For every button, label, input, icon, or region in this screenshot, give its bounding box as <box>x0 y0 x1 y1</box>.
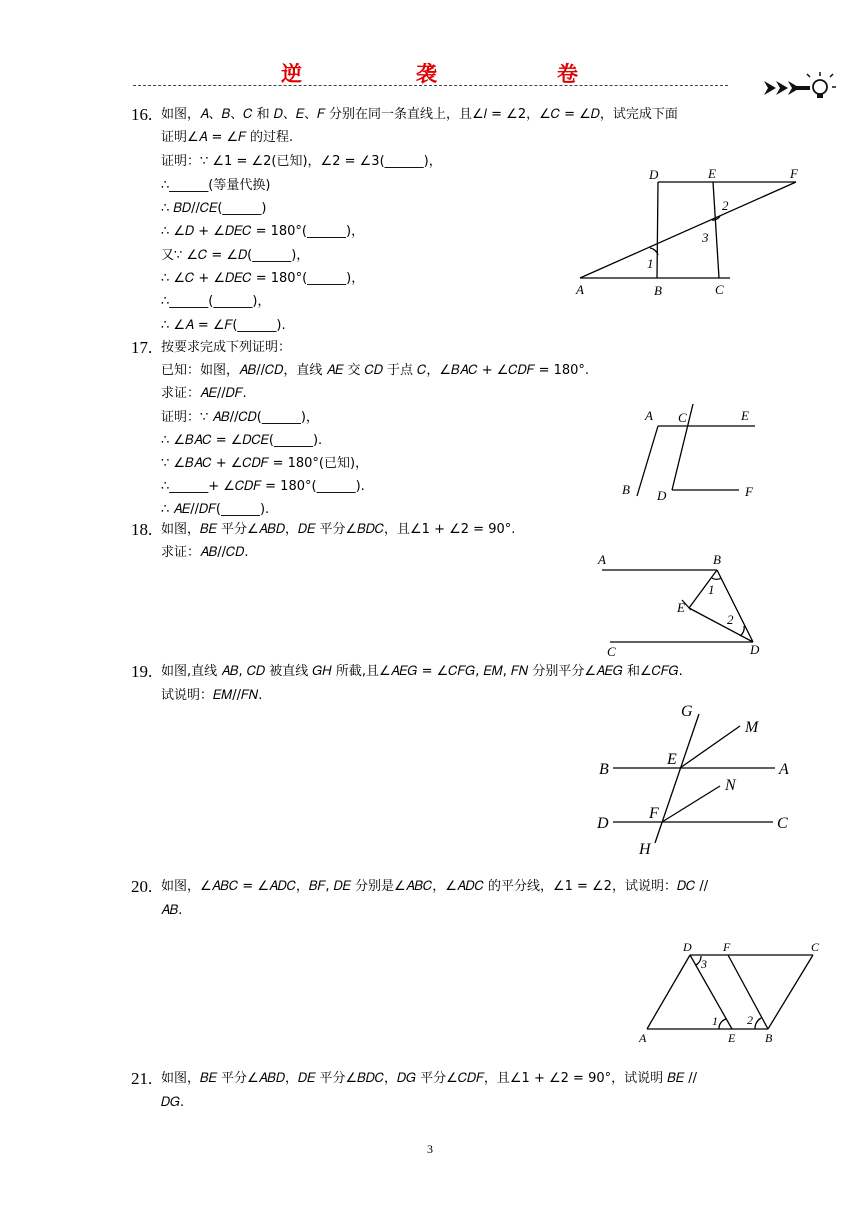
problem-17-line: ∴ 𝐴𝐸//𝐷𝐹(______). <box>161 502 270 517</box>
fig16-label: 2 <box>722 198 729 213</box>
problem-16-line: ∴______(等量代换) <box>161 178 271 193</box>
fig20-label: D <box>683 940 692 954</box>
problem-16-line: 如图，𝐴、𝐵、𝐶 和 𝐷、𝐸、𝐹 分别在同一条直线上，且∠𝑙 = ∠2，∠𝐶 = ∠𝐷，试完成下面 <box>161 107 678 122</box>
problem-21-line: 𝐷𝐺. <box>161 1095 185 1110</box>
problem-16-line: ∴______(______)， <box>161 294 271 309</box>
problem-18-figure <box>590 548 770 660</box>
problem-17-figure <box>615 400 775 510</box>
problem-20-line: 如图，∠𝐴𝐵𝐶 = ∠𝐴𝐷𝐶，𝐵𝐹, 𝐷𝐸 分别是∠𝐴𝐵𝐶，∠𝐴𝐷𝐶 的平分线，∠1 = ∠2，试说明：𝐷𝐶 // <box>161 879 709 894</box>
fig16-label: C <box>715 282 724 297</box>
fig16-label: B <box>654 283 662 298</box>
problem-16-line: ∴ ∠𝐴 = ∠𝐹(______). <box>161 318 286 333</box>
problem-17-line: ∴ ∠𝐵𝐴𝐶 = ∠𝐷𝐶𝐸(______). <box>161 433 323 448</box>
problem-17-line: ∵ ∠𝐵𝐴𝐶 + ∠𝐶𝐷𝐹 = 180°(已知)， <box>161 456 369 471</box>
fig16-label: 3 <box>702 230 709 245</box>
fig17-label: F <box>745 484 753 499</box>
header-arrows-bulb-icon <box>762 70 838 104</box>
fig16-label: F <box>790 166 798 181</box>
fig20-label: E <box>728 1031 736 1045</box>
fig19-label: H <box>639 841 651 858</box>
fig20-label: F <box>723 940 731 954</box>
fig19-label: F <box>649 805 659 822</box>
fig19-label: E <box>667 751 677 768</box>
problem-17-line: 证明：∵ 𝐴𝐵//𝐶𝐷(______)， <box>161 410 319 425</box>
problem-16-line: ∴ ∠𝐷 + ∠𝐷𝐸𝐶 = 180°(______)， <box>161 224 365 239</box>
fig18-label: E <box>677 600 685 615</box>
problem-17-number: 17. <box>131 338 153 357</box>
fig20-label: 1 <box>712 1014 718 1028</box>
header-char-1: 逆 <box>281 62 302 86</box>
fig17-label: B <box>622 482 630 497</box>
fig20-label: 2 <box>747 1013 753 1027</box>
fig20-label: B <box>765 1031 773 1045</box>
fig18-label: B <box>713 552 721 567</box>
fig16-label: E <box>708 166 716 181</box>
problem-19-line: 如图,直线 𝐴𝐵, 𝐶𝐷 被直线 𝐺𝐻 所截,且∠𝐴𝐸𝐺 = ∠𝐶𝐹𝐺, 𝐸𝑀, 𝐹𝑁 分别平分∠𝐴𝐸𝐺 和∠𝐶𝐹𝐺. <box>161 664 683 679</box>
problem-20-figure <box>635 938 830 1048</box>
problem-20-line: 𝐴𝐵. <box>161 903 183 918</box>
problem-21-number: 21. <box>131 1069 153 1088</box>
problem-16-line: ∴ ∠𝐶 + ∠𝐷𝐸𝐶 = 180°(______)， <box>161 271 365 286</box>
problem-16-line: 证明：∵ ∠1 = ∠2(已知)，∠2 = ∠3(______)， <box>161 154 442 169</box>
header-char-3: 卷 <box>557 62 578 86</box>
fig19-label: G <box>681 703 693 720</box>
fig16-label: D <box>649 167 659 182</box>
fig19-label: N <box>725 777 736 794</box>
fig17-label: D <box>657 488 667 503</box>
fig20-label: C <box>811 940 820 954</box>
problem-20-number: 20. <box>131 877 153 896</box>
problem-16-line: ∴ 𝐵𝐷//𝐶𝐸(______) <box>161 201 267 216</box>
fig20-label: 3 <box>701 957 707 971</box>
fig17-label: E <box>741 408 749 423</box>
header-dashed-rule <box>133 85 728 86</box>
problem-17-line: 已知：如图，𝐴𝐵//𝐶𝐷，直线 𝐴𝐸 交 𝐶𝐷 于点 𝐶，∠𝐵𝐴𝐶 + ∠𝐶𝐷𝐹 = 180°. <box>161 363 590 378</box>
fig19-label: D <box>597 815 609 832</box>
problem-16-figure <box>570 162 810 302</box>
problem-16-number: 16. <box>131 105 153 124</box>
fig16-label: 1 <box>647 256 654 271</box>
problem-19-number: 19. <box>131 662 153 681</box>
fig19-label: A <box>779 761 789 778</box>
fig17-label: C <box>678 410 687 425</box>
problem-16-line: 证明∠𝐴 = ∠𝐹 的过程. <box>161 130 294 145</box>
problem-21-line: 如图，𝐵𝐸 平分∠𝐴𝐵𝐷，𝐷𝐸 平分∠𝐵𝐷𝐶，𝐷𝐺 平分∠𝐶𝐷𝐹，且∠1 + ∠2 = 90°，试说明 𝐵𝐸 // <box>161 1071 698 1086</box>
fig20-label: A <box>639 1031 647 1045</box>
fig19-label: B <box>599 761 609 778</box>
problem-19-line: 试说明：𝐸𝑀//𝐹𝑁. <box>161 688 263 703</box>
fig17-label: A <box>645 408 653 423</box>
problem-16-line: 又∵ ∠𝐶 = ∠𝐷(______)， <box>161 248 310 263</box>
problem-18-line: 求证：𝐴𝐵//𝐶𝐷. <box>161 545 249 560</box>
fig18-label: C <box>607 644 616 659</box>
problem-17-line: 求证：𝐴𝐸//𝐷𝐹. <box>161 386 247 401</box>
problem-18-line: 如图，𝐵𝐸 平分∠𝐴𝐵𝐷，𝐷𝐸 平分∠𝐵𝐷𝐶，且∠1 + ∠2 = 90°. <box>161 522 516 537</box>
problem-17-line: ∴______+ ∠𝐶𝐷𝐹 = 180°(______). <box>161 479 365 494</box>
fig19-label: C <box>777 815 788 832</box>
page-number: 3 <box>427 1142 433 1156</box>
header-char-2: 袭 <box>416 62 437 86</box>
fig18-label: A <box>598 552 606 567</box>
fig18-label: 2 <box>727 612 734 627</box>
problem-19-figure <box>595 698 805 860</box>
fig18-label: D <box>750 642 760 657</box>
problem-18-number: 18. <box>131 520 153 539</box>
fig18-label: 1 <box>708 582 715 597</box>
fig19-label: M <box>745 719 759 736</box>
fig16-label: A <box>576 282 584 297</box>
problem-17-line: 按要求完成下列证明： <box>161 340 292 355</box>
